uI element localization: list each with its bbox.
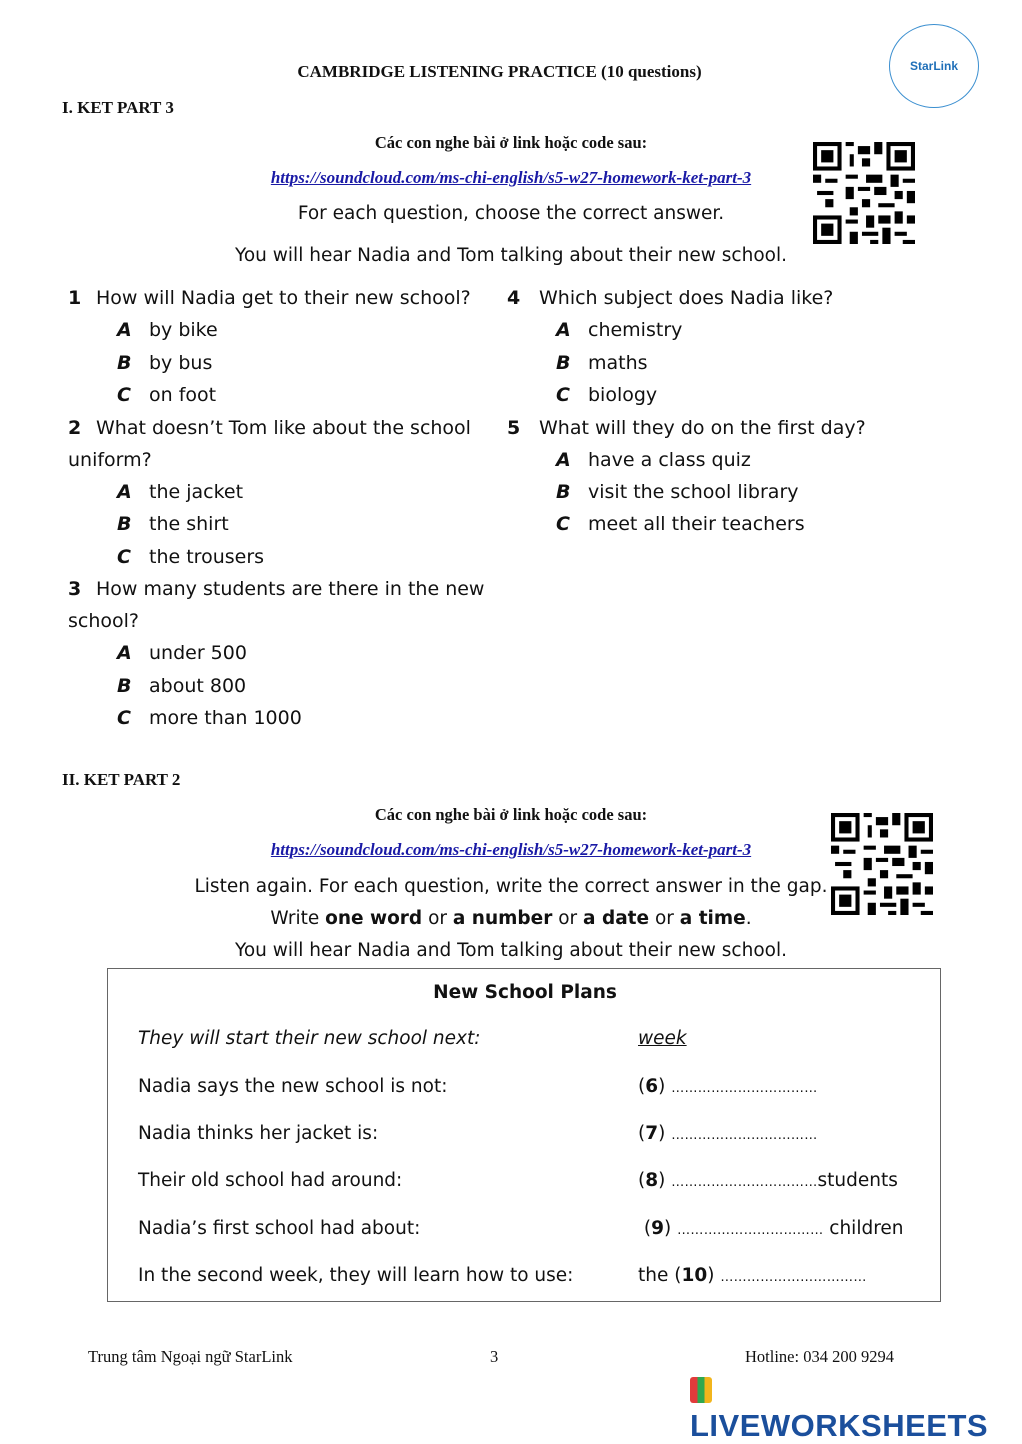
option[interactable] bbox=[117, 352, 212, 374]
question-2 bbox=[68, 417, 471, 439]
part2-instruction: Listen again. For each question, write the correct answer in the gap. bbox=[194, 876, 828, 897]
text: or bbox=[422, 908, 453, 929]
section-heading-part1: I. KET PART 3 bbox=[62, 98, 174, 117]
text: ) bbox=[707, 1265, 715, 1286]
gap-number: 9 bbox=[651, 1218, 664, 1239]
question-3 bbox=[68, 578, 484, 600]
gap-number: 10 bbox=[681, 1265, 708, 1286]
question-text: What doesn’t Tom like about the school bbox=[96, 417, 471, 439]
option-text: biology bbox=[588, 384, 658, 406]
option-letter: B bbox=[556, 481, 571, 503]
question-4 bbox=[507, 287, 833, 309]
text: Write bbox=[270, 908, 326, 929]
option[interactable] bbox=[556, 481, 799, 503]
option-text: the shirt bbox=[149, 513, 229, 535]
option-letter: C bbox=[117, 707, 131, 729]
text: . bbox=[745, 908, 752, 929]
option-text: by bike bbox=[149, 319, 218, 341]
text: ) bbox=[658, 1170, 666, 1191]
option-text: on foot bbox=[149, 384, 217, 406]
question-number: 5 bbox=[507, 417, 521, 439]
option[interactable] bbox=[117, 384, 216, 406]
question-text: What will they do on the first day? bbox=[539, 417, 866, 439]
notes-title: New School Plans bbox=[433, 982, 617, 1003]
part2-audio-link[interactable]: https://soundcloud.com/ms-chi-english/s5-w27-homework-ket-part-3 bbox=[270, 840, 752, 859]
gap-dots[interactable]: …………………………… bbox=[671, 1128, 818, 1143]
option-letter: C bbox=[556, 384, 570, 406]
gap-dots[interactable]: …………………………… bbox=[671, 1081, 818, 1096]
qr-code-icon[interactable] bbox=[813, 142, 915, 244]
liveworksheets-watermark bbox=[690, 1372, 999, 1444]
option[interactable] bbox=[117, 642, 247, 664]
option-letter: B bbox=[117, 675, 132, 697]
option-letter: C bbox=[117, 384, 131, 406]
page-number: 3 bbox=[490, 1347, 499, 1366]
text: ( bbox=[638, 1123, 646, 1144]
option-letter: A bbox=[117, 642, 132, 664]
question-text: How many students are there in the new bbox=[96, 578, 485, 600]
gap-unit: children bbox=[823, 1218, 904, 1239]
gap-label: Their old school had around: bbox=[138, 1170, 403, 1191]
question-2-continued: uniform? bbox=[68, 449, 152, 471]
option-text: the jacket bbox=[149, 481, 244, 503]
liveworksheets-icon bbox=[690, 1377, 712, 1403]
gap-number: 7 bbox=[645, 1123, 659, 1144]
gap-label: Nadia says the new school is not: bbox=[138, 1076, 448, 1097]
text: a time bbox=[679, 908, 746, 929]
question-text: Which subject does Nadia like? bbox=[539, 287, 834, 309]
option-text: by bus bbox=[149, 352, 213, 374]
option[interactable] bbox=[556, 352, 648, 374]
option-text: about 800 bbox=[149, 675, 247, 697]
text: a date bbox=[583, 908, 650, 929]
part2-context: You will hear Nadia and Tom talking about their new school. bbox=[235, 940, 787, 961]
option-letter: C bbox=[117, 546, 131, 568]
gap-label: Nadia’s first school had about: bbox=[138, 1218, 421, 1239]
question-number: 4 bbox=[507, 287, 521, 309]
text: ( bbox=[638, 1218, 652, 1239]
question-number: 3 bbox=[68, 578, 82, 600]
option[interactable] bbox=[117, 675, 246, 697]
option-text: more than 1000 bbox=[149, 707, 302, 729]
gap-7-field[interactable] bbox=[638, 1123, 818, 1144]
question-number: 1 bbox=[68, 287, 82, 309]
option-letter: A bbox=[117, 319, 132, 341]
gap-number: 6 bbox=[645, 1076, 659, 1097]
question-number: 2 bbox=[68, 417, 82, 439]
example-answer: week bbox=[638, 1028, 687, 1049]
gap-number: 8 bbox=[645, 1170, 659, 1191]
option-text: visit the school library bbox=[588, 481, 799, 503]
gap-unit: students bbox=[817, 1170, 898, 1191]
option-letter: A bbox=[556, 319, 571, 341]
text: a number bbox=[452, 908, 553, 929]
section-heading-part2: II. KET PART 2 bbox=[62, 770, 181, 789]
qr-code-icon[interactable] bbox=[831, 813, 933, 915]
page-title: CAMBRIDGE LISTENING PRACTICE (10 questions) bbox=[297, 62, 702, 81]
notes-box bbox=[107, 968, 941, 1302]
option-text: meet all their teachers bbox=[588, 513, 805, 535]
part1-intro: Các con nghe bài ở link hoặc code sau: bbox=[374, 133, 648, 152]
question-1 bbox=[68, 287, 471, 309]
watermark-text: LIVEWORKSHEETS bbox=[690, 1408, 989, 1443]
gap-dots[interactable]: …………………………… bbox=[671, 1175, 818, 1190]
option[interactable] bbox=[117, 481, 243, 503]
option-text: have a class quiz bbox=[588, 449, 751, 471]
option[interactable] bbox=[117, 546, 264, 568]
question-3-continued: school? bbox=[68, 610, 139, 632]
option[interactable] bbox=[556, 319, 682, 341]
text: or bbox=[552, 908, 584, 929]
option-text: maths bbox=[588, 352, 648, 374]
option[interactable] bbox=[556, 384, 657, 406]
text: the ( bbox=[638, 1265, 682, 1286]
text: ( bbox=[638, 1170, 646, 1191]
text: ) bbox=[663, 1218, 672, 1239]
option[interactable] bbox=[117, 513, 229, 535]
part1-audio-link[interactable]: https://soundcloud.com/ms-chi-english/s5-w27-homework-ket-part-3 bbox=[270, 168, 752, 187]
option[interactable] bbox=[556, 449, 751, 471]
text: ( bbox=[638, 1076, 646, 1097]
part2-intro: Các con nghe bài ở link hoặc code sau: bbox=[374, 805, 648, 824]
option-letter: A bbox=[556, 449, 571, 471]
option-letter: C bbox=[556, 513, 570, 535]
question-5 bbox=[507, 417, 866, 439]
gap-dots[interactable]: …………………………… bbox=[677, 1223, 824, 1238]
question-text: How will Nadia get to their new school? bbox=[96, 287, 471, 309]
gap-label: In the second week, they will learn how to use: bbox=[138, 1265, 574, 1286]
option-letter: B bbox=[117, 352, 132, 374]
gap-8-field[interactable] bbox=[638, 1170, 898, 1191]
text: or bbox=[649, 908, 680, 929]
footer-center-name: Trung tâm Ngoại ngữ StarLink bbox=[88, 1347, 293, 1366]
option[interactable] bbox=[117, 319, 218, 341]
gap-6-field[interactable] bbox=[638, 1076, 818, 1097]
option-letter: B bbox=[117, 513, 132, 535]
option[interactable] bbox=[556, 513, 805, 535]
part1-instruction: For each question, choose the correct answer. bbox=[297, 203, 725, 224]
example-label: They will start their new school next: bbox=[138, 1028, 481, 1049]
gap-dots[interactable]: …………………………… bbox=[720, 1270, 867, 1285]
gap-10-field[interactable] bbox=[638, 1265, 867, 1286]
gap-label: Nadia thinks her jacket is: bbox=[138, 1123, 379, 1144]
gap-9-field[interactable] bbox=[638, 1218, 904, 1239]
logo-text: StarLink bbox=[909, 59, 958, 73]
option-text: under 500 bbox=[149, 642, 247, 664]
text: one word bbox=[325, 908, 423, 929]
part1-context: You will hear Nadia and Tom talking about their new school. bbox=[235, 245, 787, 266]
option-letter: A bbox=[117, 481, 132, 503]
option-text: chemistry bbox=[588, 319, 683, 341]
text: ) bbox=[658, 1123, 666, 1144]
option[interactable] bbox=[117, 707, 302, 729]
text: ) bbox=[658, 1076, 666, 1097]
option-letter: B bbox=[556, 352, 571, 374]
option-text: the trousers bbox=[149, 546, 265, 568]
footer-hotline: Hotline: 034 200 9294 bbox=[745, 1347, 894, 1366]
